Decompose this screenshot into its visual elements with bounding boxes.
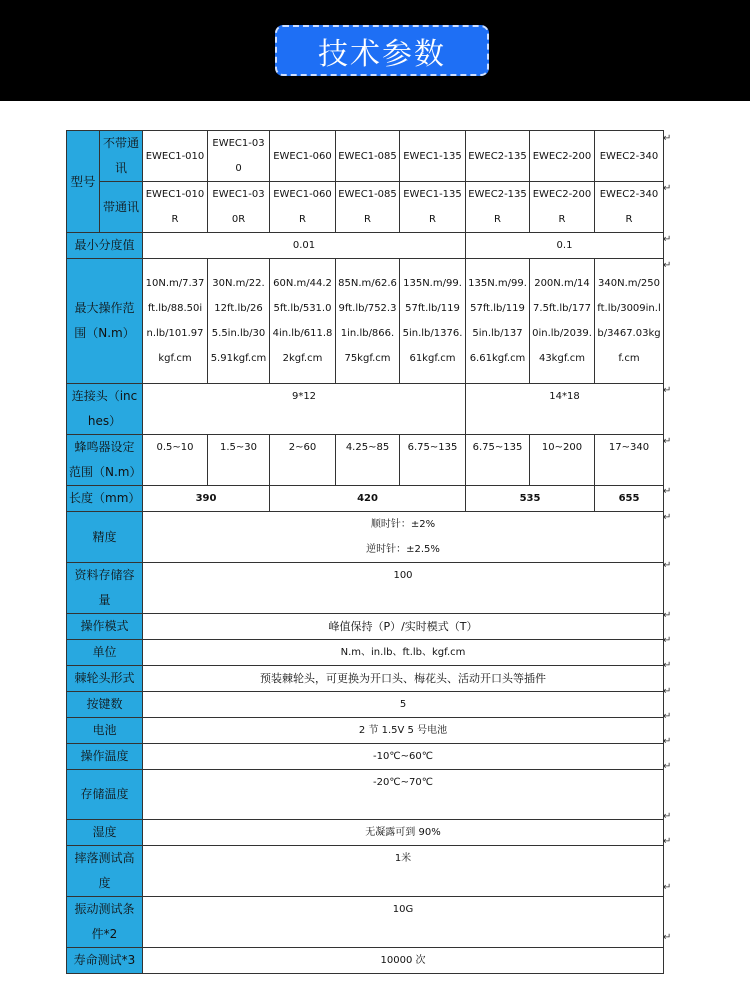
length-value: 420	[270, 486, 466, 512]
paragraph-mark-icon: ↵	[663, 133, 672, 144]
model-cell: EWEC1-010	[143, 131, 208, 182]
row-label: 湿度	[67, 820, 143, 846]
model-cell: EWEC1-060	[270, 131, 336, 182]
range-cell: 135N.m/99.57ft.lb/1195in.lb/1376.61kgf.cm	[400, 259, 466, 384]
paragraph-mark-icon: ↵	[663, 486, 672, 497]
table-row	[67, 820, 664, 846]
table-row	[67, 614, 664, 640]
model-cell: EWEC1-085R	[336, 182, 400, 233]
paragraph-mark-icon: ↵	[663, 260, 672, 271]
vibration-value: 10G	[143, 897, 664, 948]
resolution-value: 0.01	[143, 233, 466, 259]
range-cell: 10N.m/7.37ft.lb/88.50in.lb/101.97kgf.cm	[143, 259, 208, 384]
row-label: 蜂鸣器设定范围（N.m）	[67, 435, 143, 486]
range-cell: 340N.m/250ft.lb/3009in.lb/3467.03kgf.cm	[595, 259, 664, 384]
row-label: 单位	[67, 640, 143, 666]
paragraph-mark-icon: ↵	[663, 736, 672, 747]
model-cell: EWEC2-135	[466, 131, 530, 182]
model-label: 型号	[67, 131, 100, 233]
battery-value: 2 节 1.5V 5 号电池	[143, 718, 664, 744]
no-comm-label: 不带通讯	[100, 131, 143, 182]
row-label: 操作模式	[67, 614, 143, 640]
mode-value: 峰值保持（P）/实时模式（T）	[143, 614, 664, 640]
row-label: 振动测试条件*2	[67, 897, 143, 948]
op-temp-value: -10℃~60℃	[143, 744, 664, 770]
range-cell: 200N.m/147.5ft.lb/1770in.lb/2039.43kgf.cm	[530, 259, 595, 384]
length-value: 390	[143, 486, 270, 512]
model-cell: EWEC1-010R	[143, 182, 208, 233]
buzzer-cell: 0.5~10	[143, 435, 208, 486]
table-row	[67, 718, 664, 744]
connector-value: 14*18	[466, 384, 664, 435]
paragraph-mark-icon: ↵	[663, 686, 672, 697]
buzzer-cell: 4.25~85	[336, 435, 400, 486]
table-row	[67, 692, 664, 718]
row-label: 寿命测试*3	[67, 948, 143, 974]
paragraph-mark-icon: ↵	[663, 385, 672, 396]
paragraph-mark-icon: ↵	[663, 882, 672, 893]
resolution-value: 0.1	[466, 233, 664, 259]
length-value: 655	[595, 486, 664, 512]
row-label: 连接头（inches）	[67, 384, 143, 435]
paragraph-mark-icon: ↵	[663, 635, 672, 646]
row-label: 最大操作范围（N.m）	[67, 259, 143, 384]
paragraph-mark-icon: ↵	[663, 560, 672, 571]
paragraph-mark-icon: ↵	[663, 932, 672, 943]
table-row	[67, 897, 664, 948]
table-row	[67, 486, 664, 512]
connector-value: 9*12	[143, 384, 466, 435]
buzzer-cell: 10~200	[530, 435, 595, 486]
length-value: 535	[466, 486, 595, 512]
model-cell: EWEC1-060R	[270, 182, 336, 233]
table-row	[67, 259, 664, 384]
paragraph-mark-icon: ↵	[663, 234, 672, 245]
model-cell: EWEC1-135	[400, 131, 466, 182]
model-cell: EWEC2-200R	[530, 182, 595, 233]
table-row	[67, 131, 664, 182]
row-label: 摔落测试高度	[67, 846, 143, 897]
row-label: 存储温度	[67, 770, 143, 820]
row-label: 长度（mm）	[67, 486, 143, 512]
range-cell: 85N.m/62.69ft.lb/752.31in.lb/866.75kgf.cm	[336, 259, 400, 384]
paragraph-mark-icon: ↵	[663, 811, 672, 822]
table-row	[67, 846, 664, 897]
buzzer-cell: 6.75~135	[400, 435, 466, 486]
page-title: 技术参数	[318, 36, 446, 72]
paragraph-mark-icon: ↵	[663, 183, 672, 194]
comm-label: 带通讯	[100, 182, 143, 233]
row-label: 棘轮头形式	[67, 666, 143, 692]
model-cell: EWEC1-085	[336, 131, 400, 182]
table-row	[67, 666, 664, 692]
row-label: 精度	[67, 512, 143, 563]
model-cell: EWEC2-135R	[466, 182, 530, 233]
store-temp-value: -20℃~70℃	[143, 770, 664, 820]
paragraph-marks	[663, 0, 675, 988]
paragraph-mark-icon: ↵	[663, 436, 672, 447]
accuracy-value	[143, 512, 664, 563]
keys-value: 5	[143, 692, 664, 718]
model-cell: EWEC2-340R	[595, 182, 664, 233]
range-cell: 30N.m/22.12ft.lb/265.5in.lb/305.91kgf.cm	[208, 259, 270, 384]
buzzer-cell: 1.5~30	[208, 435, 270, 486]
spec-table	[66, 130, 664, 974]
accuracy-ccw: 逆时针：±2.5%	[366, 544, 440, 555]
table-row	[67, 435, 664, 486]
unit-value: N.m、in.lb、ft.lb、kgf.cm	[143, 640, 664, 666]
ratchet-value: 预装棘轮头，可更换为开口头、梅花头、活动开口头等插件	[143, 666, 664, 692]
model-cell: EWEC1-030	[208, 131, 270, 182]
model-cell: EWEC2-200	[530, 131, 595, 182]
table-row	[67, 233, 664, 259]
table-row	[67, 744, 664, 770]
range-cell: 135N.m/99.57ft.lb/1195in.lb/1376.61kgf.cm	[466, 259, 530, 384]
table-row	[67, 182, 664, 233]
paragraph-mark-icon: ↵	[663, 512, 672, 523]
paragraph-mark-icon: ↵	[663, 711, 672, 722]
model-cell: EWEC1-135R	[400, 182, 466, 233]
row-label: 按键数	[67, 692, 143, 718]
table-row	[67, 948, 664, 974]
row-label: 最小分度值	[67, 233, 143, 259]
paragraph-mark-icon: ↵	[663, 836, 672, 847]
buzzer-cell: 17~340	[595, 435, 664, 486]
table-row	[67, 770, 664, 820]
range-cell: 60N.m/44.25ft.lb/531.04in.lb/611.82kgf.cm	[270, 259, 336, 384]
model-cell: EWEC2-340	[595, 131, 664, 182]
paragraph-mark-icon: ↵	[663, 660, 672, 671]
table-row	[67, 640, 664, 666]
storage-value: 100	[143, 563, 664, 614]
paragraph-mark-icon: ↵	[663, 761, 672, 772]
table-row	[67, 563, 664, 614]
row-label: 操作温度	[67, 744, 143, 770]
row-label: 资料存储容量	[67, 563, 143, 614]
buzzer-cell: 2~60	[270, 435, 336, 486]
table-row	[67, 384, 664, 435]
row-label: 电池	[67, 718, 143, 744]
paragraph-mark-icon: ↵	[663, 610, 672, 621]
model-cell: EWEC1-030R	[208, 182, 270, 233]
drop-value: 1米	[143, 846, 664, 897]
life-value: 10000 次	[143, 948, 664, 974]
humidity-value: 无凝露可到 90%	[143, 820, 664, 846]
title-banner	[275, 25, 489, 76]
accuracy-cw: 顺时针：±2%	[370, 519, 436, 530]
buzzer-cell: 6.75~135	[466, 435, 530, 486]
table-row	[67, 512, 664, 563]
